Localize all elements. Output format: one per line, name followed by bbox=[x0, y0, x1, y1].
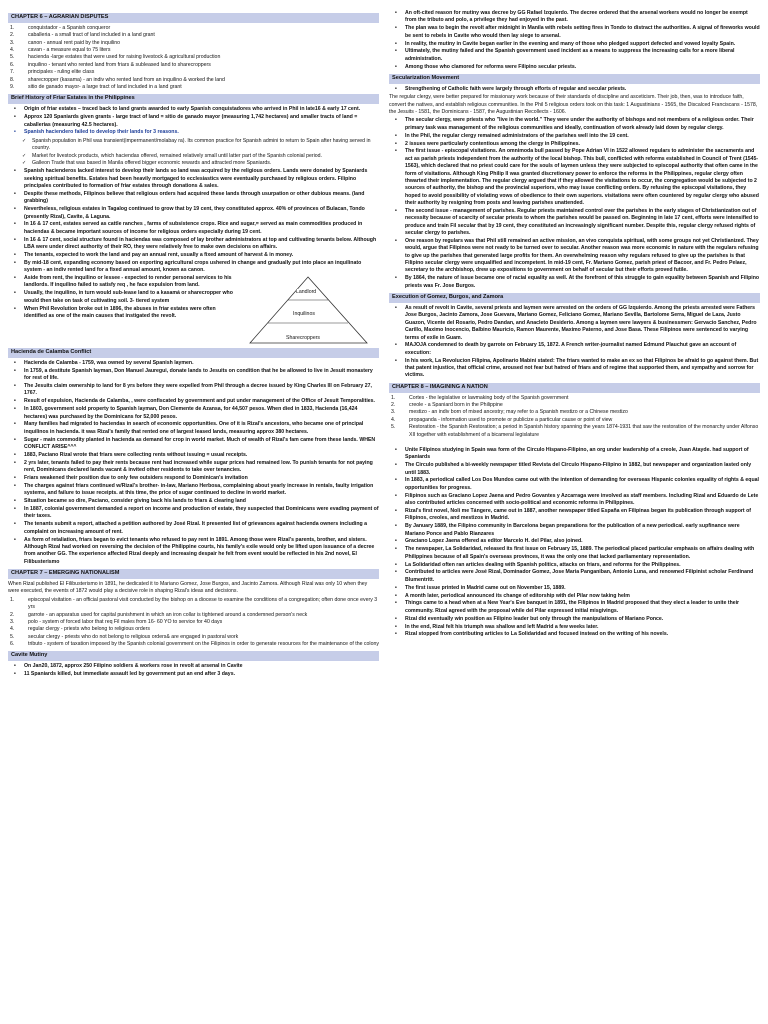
list-item: • An oft-cited reason for mutiny was decree by GG Rafael Izquierdo. The decree ordered that the arsenal workers would no longer be exempt from the tributo and polo, a privilege they had enjoyed in the past. bbox=[389, 10, 760, 25]
item-number: 3. bbox=[391, 409, 396, 416]
item-number: 5. bbox=[391, 424, 396, 431]
list-item: • MAJOJA condemned to death by garrote on February 15, 1872. A French writer-journalist named Edmund Plauchut gave an account of execution: bbox=[389, 342, 760, 357]
brief-history-heading: Brief History of Friar Estates in the Philippines bbox=[8, 94, 379, 104]
list-item: • Contributed to articles were José Rizal, Dominador Gomez, Jose Maria Panganiban, Antonio Luna, and renowned Filipinist scholar Ferdinand Blumentritt. bbox=[389, 569, 760, 584]
definition-item bbox=[389, 409, 760, 416]
list-item: • The second issue - management of parishes. Regular priests maintained control over the parishes in the early stages of Christianization out of necessity because of scarcity of secular priests to whom the parishes would be passed on. Beginning in late 17 cent, efforts were intensified to produce and train Fil secular that by 19 cent, they constituted an increasingly significant number. Despite this, regular clergy refused rights of secular clergy to parishes. bbox=[389, 208, 760, 238]
list-item: • Sugar - main commodity planted in hacienda as demand for crop in world market. Much of wealth of Rizal's fam came from these lands. WHEN CONFLICT ARISE^^^ bbox=[8, 437, 379, 452]
list-item: • As form of retaliation, friars began to evict tenants who refused to pay rent in 1891. Among those were Rizal's parents, brother, and sisters. Although Rizal had worked on reversing the decision of the Philippine courts, his family's exile would only be lifted upon issuance of a decree from another GG. The experience affected Rizal deeply and increasing despair he felt from event would be reflected in his 2nd novel, El Filibusterismo bbox=[8, 537, 379, 567]
list-item: • In 1803, government sold property to Spanish layman, Don Clemente de Azansa, for 44,507 pesos. When died in 1833, Hacienda (16,424 hectares) was purchased by the Dominicans for 52,000 pesos. bbox=[8, 406, 379, 421]
item-number: 6. bbox=[10, 641, 15, 647]
list-item: • In 1759, a destitute Spanish layman, Don Manuel Jauregui, donate lands to Jesuits on condition that he be allowed to live in Jesuit monastery for rest of life. bbox=[8, 368, 379, 383]
list-item: • Approx 120 Spaniards given grants - large tract of land = sitio de ganado mayor (measuring 1,742 hectares) and smaller tracts of land = caballerias (measuring 42.5 hectares). bbox=[8, 114, 379, 129]
secularization-heading: Secularization Movement bbox=[389, 74, 760, 84]
definition-text: sharecropper (kasama) - an indiv who rented land from an inquilino & worked the land bbox=[28, 76, 225, 83]
list-item: • When Phil Revolution broke out in 1896, the abuses in friar estates were often identified as one of the main causes that instigated the revolt. bbox=[8, 306, 238, 321]
list-item: • Usually, the inquilino, in turn would sub-lease land to a kasamá or sharecropper who would then take on task of cultivating soil. 3- tiered system bbox=[8, 290, 238, 305]
definition-text: episcopal visitation - an official pastoral visit conducted by the bishop on a diocese to examine the conditions of a congregation; often done once every 3 yrs bbox=[28, 596, 378, 611]
definition-text: creole - a Spaniard born in the Philippine bbox=[409, 402, 503, 409]
tier-inquilinos: Inquilinos bbox=[293, 311, 315, 317]
item-number: 2. bbox=[10, 32, 15, 39]
item-number: 3. bbox=[10, 618, 15, 625]
item-number: 4. bbox=[10, 626, 15, 633]
list-item: • 2 issues were particularly contentious among the clergy in Philippines. bbox=[389, 141, 760, 148]
sec-paragraph: The regular clergy, were better prepared for missionary work because of their standards of discipline and asceticism. Their job, then, was to introduce faith, convert the natives, and establish religious communities. In the Phil 5 religious orders took on this task: 1 Augustinians - 1565, the Discalced Franciscans - 1578, the Jesuits - 1581, the Dominicans - 1587, the Augustinian Recollects - 1606. bbox=[389, 94, 758, 116]
definition-text: regular clergy - priests who belong to religious orders bbox=[28, 626, 150, 633]
item-number: 4. bbox=[391, 416, 396, 423]
item-number: 5. bbox=[10, 54, 15, 61]
definition-text: principales - ruling elite class bbox=[28, 69, 95, 76]
list-item: • Despite these methods, Filipinos believe that religious orders had acquired these lands through usurpation or other dubious means. (land grabbing) bbox=[8, 191, 379, 206]
item-number: 2. bbox=[391, 402, 396, 409]
three-tier-diagram bbox=[246, 275, 371, 345]
tier-sharecroppers: Sharecroppers bbox=[286, 335, 321, 341]
list-item: • Situation became so dire, Paciano, consider giving back his lands to friars & clearing land bbox=[8, 498, 379, 505]
definition-item bbox=[8, 47, 379, 54]
definition-text: cavan - a measure equal to 75 liters bbox=[28, 47, 111, 54]
list-item: • By mid-18 cent, expanding economy based on exporting agricultural crops ushered in change and gradually put into place an inquilinato system - an indiv rented land for a fixed annual amount, known as canon. bbox=[8, 260, 379, 275]
definition-item bbox=[8, 626, 379, 633]
definition-item bbox=[8, 612, 379, 619]
list-item: • The plan was to begin the revolt after midnight in Manila with rebels setting fires in Tondo to distract the authorities. A signal of fireworks would be sent to rebels in Cavite who would then lay siege to arsenal. bbox=[389, 25, 760, 40]
item-number: 9. bbox=[10, 83, 15, 90]
list-item: • 1883, Paciano Rizal wrote that friars were collecting rents without issuing = usual receipts. bbox=[8, 452, 379, 459]
list-item: • In 1883, a periodical called Los Dos Mundos came out with the intention of demanding for overseas Hispanic colonies equality of rights & equal opportunities for progress. bbox=[389, 477, 760, 492]
list-item: • Aside from rent, the inquilino or lessee - expected to render personal services to his landlords. If inquilino failed to satisfy req , he face expulsion from land. bbox=[8, 275, 238, 290]
list-item: • As result of revolt in Cavite, several priests and laymen were arrested on the orders of GG Izquierdo. Among the priests arrested were Fathers Jose Burgos, Jacinto Zamora, Jose Guevara, Mariano Gomez, Feliciano Gomez, Mariano Sevilla, Bartolome Serra, Miguel de Laza, Justo Guazon, Vicente del Rosario, Pedro Dandan, and Anacleto Desiderio. Among a laymen were lawyers & businessmen: Gervacio Sanchez, Pedro Carillo, Maximo Inocencio, Balbino Mauricio, Ramon Maurente, Maximo Paterno, and Jose Basa. These Filipinos were sentenced to varying terms of exile in Guam. bbox=[389, 305, 760, 342]
definition-item bbox=[8, 634, 379, 641]
list-item: • La Solidaridad often ran articles dealing with Spanish politics, attacks on friars, and reforms for the Philippines. bbox=[389, 562, 760, 569]
sec-list bbox=[389, 117, 760, 290]
sec-lead-list bbox=[389, 86, 760, 93]
definition-item bbox=[8, 25, 379, 32]
definition-item bbox=[8, 40, 379, 47]
list-item: • Spanish haciendero failed to develop their lands for 3 reasons. bbox=[8, 129, 379, 136]
cavite-list-2 bbox=[389, 10, 760, 71]
execution-heading: Execution of Gomez, Burgos, and Zamora bbox=[389, 293, 760, 303]
list-item: • Spanish hacienderos lacked interest to develop their lands so land was acquired by the religious orders. Lands were donated by Spaniards seeking spiritual benefits. Estates had been heavily mortgaged to ecclesiastics were eventually purchased by religious orders. Filipino principales contributed to formation of friar estates through donations & sales. bbox=[8, 168, 379, 190]
ch8-list bbox=[389, 447, 760, 639]
brief-history-list bbox=[8, 106, 379, 137]
item-number: 2. bbox=[10, 611, 15, 618]
list-item: • One reason by regulars was that Phil still remained an active mission, an vivo conquista spiritual, with some groups not yet Christianized. They would, argue that Filipinos were not ready to be turned over to secular. Another reason was more economic in nature with the regulars refusing to give up the parishes that generated large profits for them. An overwhelming reason why regulars refused to give up the parishes is that Filipino secular clergy were unqualified and incompetent. In mid-19 cent, Fr. Mariano Gomez, parish priest of Bacoor, and Fr. Pedro Pelaez, secretary to the archbishop, drew up expositions to government on behalf of secular but their efforts proved futile. bbox=[389, 238, 760, 275]
definition-item bbox=[8, 597, 379, 612]
right-column bbox=[389, 10, 760, 1018]
tier-text-list bbox=[8, 275, 238, 320]
execution-list bbox=[389, 305, 760, 380]
definition-text: propaganda - information used to promote or publicize a particular cause or point of view bbox=[409, 416, 613, 423]
definition-item bbox=[8, 32, 379, 39]
definition-item bbox=[389, 424, 760, 439]
reasons-list bbox=[20, 138, 379, 168]
list-item: • Result of expulsion, Hacienda de Calamba, , were confiscated by government and put under management of the Office of Jesuit Temporalities. bbox=[8, 398, 379, 405]
definition-item bbox=[8, 641, 379, 648]
list-item: • A month later, periodical announced its change of editorship with del Pilar now taking helm bbox=[389, 593, 760, 600]
list-item: • 2 yrs later, tenants failed to pay their rents because rent had increased while sugar prices had remained low. To punish tenants for not paying rent, Dominicans declared lands vacant & invited other residents to take over tenancies. bbox=[8, 460, 379, 475]
list-item: • By 1864, the nature of issue became one of racial equality as well. At the forefront of this struggle to gain equality between Spanish and Filipino priests was Fr. Jose Burgos. bbox=[389, 275, 760, 290]
chapter6-heading: CHAPTER 6 – AGRARIAN DISPUTES bbox=[8, 13, 379, 23]
item-number: 1. bbox=[10, 596, 15, 603]
list-item: • The secular clergy, were priests who "live in the world." They were under the authority of bishops and not members of a religious order. Their primary task was management of the religious communities and ideally, continuation of work already laid down by regular clergy. bbox=[389, 117, 760, 132]
list-item: • Things came to a head when at a New Year's Eve banquet in 1891, the Filipinos in Madrid proposed that they elect a leader to unite their community. Rizal agreed with the proposal while del Pilar expressed initial misgivings. bbox=[389, 600, 760, 615]
calamba-heading: Hacienda de Calamba Conflict bbox=[8, 348, 379, 358]
definition-text: hacienda -large estates that were used for raising livestock & agricultural production bbox=[28, 54, 221, 61]
item-number: 1. bbox=[391, 394, 396, 401]
list-item: • In reality, the mutiny in Cavite began earlier in the evening and many of those who pledged support defected and vowed loyalty Spain. bbox=[389, 41, 760, 48]
calamba-list bbox=[8, 360, 379, 566]
list-item: • The newspaper, La Solidaridad, released its first issue on February 15, 1889. The periodical placed particular emphasis on affairs dealing with Philippines because of all Spain's overseas provinces, it was the only one that lacked parliamentary representation. bbox=[389, 546, 760, 561]
list-item: • Friars weakened their position due to only few outsiders respond to Dominican's invitation bbox=[8, 475, 379, 482]
list-item: • Rizal did eventually win position as Filipino leader but only through the manipulations of Mariano Ponce. bbox=[389, 616, 760, 623]
list-item: • Many families had migrated to haciendas in search of economic opportunities. One of it is Rizal's ancestors, who became one of principal inquilinos in hacienda. it was Rizal's family that rented one of largest leased lands, measuring approx 380 hectares. bbox=[8, 421, 379, 436]
list-item: • Nevertheless, religious estates in Tagalog continued to grow that by 19 cent, they constituted approx. 40% of provinces of Bulacan, Tondo (presently Rizal), Cavite, & Laguna. bbox=[8, 206, 379, 221]
list-item: • Origin of friar estates – traced back to land grants awarded to early Spanish conquistadores who arrived in Phil in late16 & early 17 cent. bbox=[8, 106, 379, 113]
definition-item bbox=[8, 619, 379, 626]
chapter8-heading: CHAPTER 8 – IMAGINING A NATION bbox=[389, 383, 760, 393]
list-item: • Unite Filipinos studying in Spain was form of the Circulo Hispano-Filipino, an org under leadership of a creole, Juan Atayde. had support of Spaniards bbox=[389, 447, 760, 462]
definition-text: Restoration - the Spanish Restoration; a period in Spanish history spanning the years 1874-1931 that saw the restoration of the monarchy under Alfonso XII together with establishment of a bicameral legislature bbox=[409, 424, 759, 438]
item-number: 6. bbox=[10, 61, 15, 68]
list-item: • Filipinos such as Graciano Lopez Jaena and Pedro Govantes y Azcarraga were involved as staff members. Including Rizal and Eduardo de Lete also contributed articles concerned with socio-political and economic reforms in Philippines. bbox=[389, 493, 760, 508]
definition-item bbox=[389, 402, 760, 409]
list-item: • The Jesuits claim ownership to land for 8 yrs before they were expelled from Phil through a decree issued by King Charles III on February 27, 1767. bbox=[8, 383, 379, 398]
list-item: • By January 1889, the Filipino community in Barcelona began preparations for the publication of a new periodical. early supfinance were Mariano Ponce and Pablo Rianzares bbox=[389, 523, 760, 538]
ch8-definitions bbox=[389, 395, 760, 439]
list-item: • Among those who clamored for reforms were Filipino secular priests. bbox=[389, 64, 760, 71]
definition-text: polo - system of forced labor that req Fil males from 16- 60 YO to service for 40 days bbox=[28, 618, 223, 625]
definition-item bbox=[8, 77, 379, 84]
definition-text: inquilino - tenant who rented land from friars & subleased land to sharecroppers bbox=[28, 61, 211, 68]
list-item: • The tenants submit a report, attached a petition authored by José Rizal. It presented list of grievances against hacienda owners including a complaint on increasing amount of rent. bbox=[8, 521, 379, 536]
definition-item bbox=[389, 417, 760, 424]
list-item: • 11 Spaniards killed, but immediate assault led by government put an end after 3 days. bbox=[8, 671, 379, 678]
spacer bbox=[389, 439, 760, 447]
item-number: 3. bbox=[10, 39, 15, 46]
list-item: • In the end, Rizal felt his triumph was shallow and left Madrid a few weeks later. bbox=[389, 624, 760, 631]
list-item: • Rizal stopped from contributing articles to La Solidaridad and focused instead on the writing of his novels. bbox=[389, 631, 760, 638]
item-number: 1. bbox=[10, 24, 15, 31]
definition-text: sitio de ganado mayor- a large tract of land included in a land grant bbox=[28, 83, 182, 90]
list-item: • The charges against friars continued w/Rizal's brother- in-law, Mariano Herbosa, complaining about yearly increase in rentals, faulty irrigation systems, and failure to issue receipts. at this time, the price of sugar continued to decline in world market. bbox=[8, 483, 379, 498]
definition-text: conquistador - a Spanish conqueror bbox=[28, 24, 111, 31]
ch6-definitions bbox=[8, 25, 379, 91]
list-item: • In 1887, colonial government demanded a report on income and production of estate, they suspected that Dominicans were evading payment of their taxes. bbox=[8, 506, 379, 521]
definition-text: garrote - an apparatus used for capital punishment in which an iron collar is tightened around a condemned person's neck bbox=[28, 611, 308, 618]
chapter7-heading: CHAPTER 7 – EMERGING NATIONALISM bbox=[8, 569, 379, 579]
definition-item bbox=[8, 84, 379, 91]
list-item: • Ultimately, the mutiny failed and the Spanish government used incident as a means to suppress the increasing calls for a more liberal administration. bbox=[389, 48, 760, 63]
list-item: • In his work, La Revolucion Filipina, Apolinario Mabini stated: The friars wanted to make an ex so that Filipinos be afraid to go against them. But that patent injustice, that official crime, aroused not fear but hatred of friars and of regime that supported them, and sympathy and sorrow for victims. bbox=[389, 358, 760, 380]
list-item: ✓ Spanish population in Phil was transient(impermanent/molabay ra). Its common practice for Spanish admini to return to Spain after having served in country. bbox=[20, 138, 379, 153]
definition-text: caballeria - a small tract of land included in a land grant bbox=[28, 32, 155, 39]
cavite-list bbox=[8, 663, 379, 678]
tier-landlord: Landlord bbox=[296, 289, 317, 295]
list-item: • Rizal's first novel, Noli me Tángere, came out in 1887, another newspaper titled España en Filipinas began its publication through support of Filipinos, creoles, and mestizos in Madrid. bbox=[389, 508, 760, 523]
list-item: • The first issue - episcopal visitations. An omnimoda bull passed by Pope Adrian VI in 1522 allowed regulars to administer the sacraments and act as parish priests independent from the authority of the local bishop. This bull, conflicted with reforms established in Council of Trent (1545-1563), which declared that no priest could care for the souls of laymen unless they were subjected to episcopal authority that often came in the form of visitations. Although King Philip II was granted discretionary power to enforce the reforms in the Philippines, regular clergy often thwarted their implementation. The regular clergy argued that if they allowed the visitations to occur, the congregation would be subjected to 2 sources of authority, the bishop and the provincial superiors, who may issue conflicting orders. By refusing the episcopal visitations, they hoped to avoid possibility of violating vows of obedience to their own superiors. visitations were often countered by regular clergy who abused their authority by resigning from posts and leaving parishes unattended. bbox=[389, 148, 760, 207]
list-item: • In 16 & 17 cent, social structure found in haciendas was composed of lay brother administrators at top and cultivating tenants below. Although LBA were under direct authority of their RO, they were relatively free to make own decisions on affairs. bbox=[8, 237, 379, 252]
definition-text: Cortes - the legislative or lawmaking body of the Spanish government bbox=[409, 394, 569, 401]
list-item: • Strengthening of Catholic faith were largely through efforts of regular and secular priests. bbox=[389, 86, 760, 93]
definition-item bbox=[8, 62, 379, 69]
cavite-heading: Cavite Mutiny bbox=[8, 651, 379, 661]
item-number: 8. bbox=[10, 76, 15, 83]
list-item: • The first issue printed in Madrid came out on November 15, 1889. bbox=[389, 585, 760, 592]
definition-item bbox=[8, 69, 379, 76]
left-column bbox=[8, 10, 379, 1018]
definition-text: tributo - system of taxation imposed by the Spanish colonial government on the Filipinos in order to generate resources for the maintenance of the colony bbox=[28, 641, 379, 647]
list-item: • The tenants, expected to work the land and pay an annual rent, usually a fixed amount of harvest & in money. bbox=[8, 252, 379, 259]
list-item: • Graciano Lopez Jaena offered as editor Marcelo H. del Pilar, also joined. bbox=[389, 538, 760, 545]
list-item: • In the Phil, the regular clergy remained administrators of the parishes well into the 19 cent. bbox=[389, 133, 760, 140]
ch7-definitions bbox=[8, 597, 379, 649]
three-tier-section bbox=[8, 275, 379, 345]
brief-history-list-2 bbox=[8, 168, 379, 274]
ch7-intro: When Rizal published El Filibusterismo in 1891, he dedicated it to Mariano Gomez, Jose Burgos, and Jacinto Zamora. Although Rizal was only 10 when they were executed, the events of 1872 would play a decisive role in shaping Rizal's ideas and decisions. bbox=[8, 581, 368, 595]
list-item: • Hacienda de Calamba - 1759, was owned by several Spanish laymen. bbox=[8, 360, 379, 367]
definition-item bbox=[8, 54, 379, 61]
item-number: 5. bbox=[10, 633, 15, 640]
item-number: 4. bbox=[10, 47, 15, 54]
definition-text: secular clergy - priests who do not belong to religious orders& are engaged in pastoral work bbox=[28, 633, 239, 640]
definition-text: canon - annual rent paid by the inquilino bbox=[28, 39, 120, 46]
list-item: ✓ Market for livestock products, which haciendas offered, remained relatively small until latter part of the Spanish colonial period. bbox=[20, 153, 379, 160]
list-item: • In 16 & 17 cent, estates served as cattle ranches , farms of subsistence crops. Rice and sugar,= served as main commodities produced in haciendas & became important sources of income for religious orders especially during 19 cent. bbox=[8, 221, 379, 236]
item-number: 7. bbox=[10, 69, 15, 76]
list-item: • On Jan20, 1872, approx 250 Filipino soldiers & workers rose in revolt at arsenal in Cavite bbox=[8, 663, 379, 670]
list-item: • The Circulo published a bi-weekly newspaper titled Revista del Circulo Hispano-Filipino in 1882, but newspaper and organization lasted only until 1883. bbox=[389, 462, 760, 477]
list-item: ✓ Galleon Trade that was based in Manila offered bigger economic rewards and attracted more Spaniards. bbox=[20, 160, 379, 167]
definition-item bbox=[389, 395, 760, 402]
definition-text: mestizo - an indiv born of mixed ancestry; may refer to a Spanish mestizo or a Chinese mestizo bbox=[409, 409, 628, 416]
